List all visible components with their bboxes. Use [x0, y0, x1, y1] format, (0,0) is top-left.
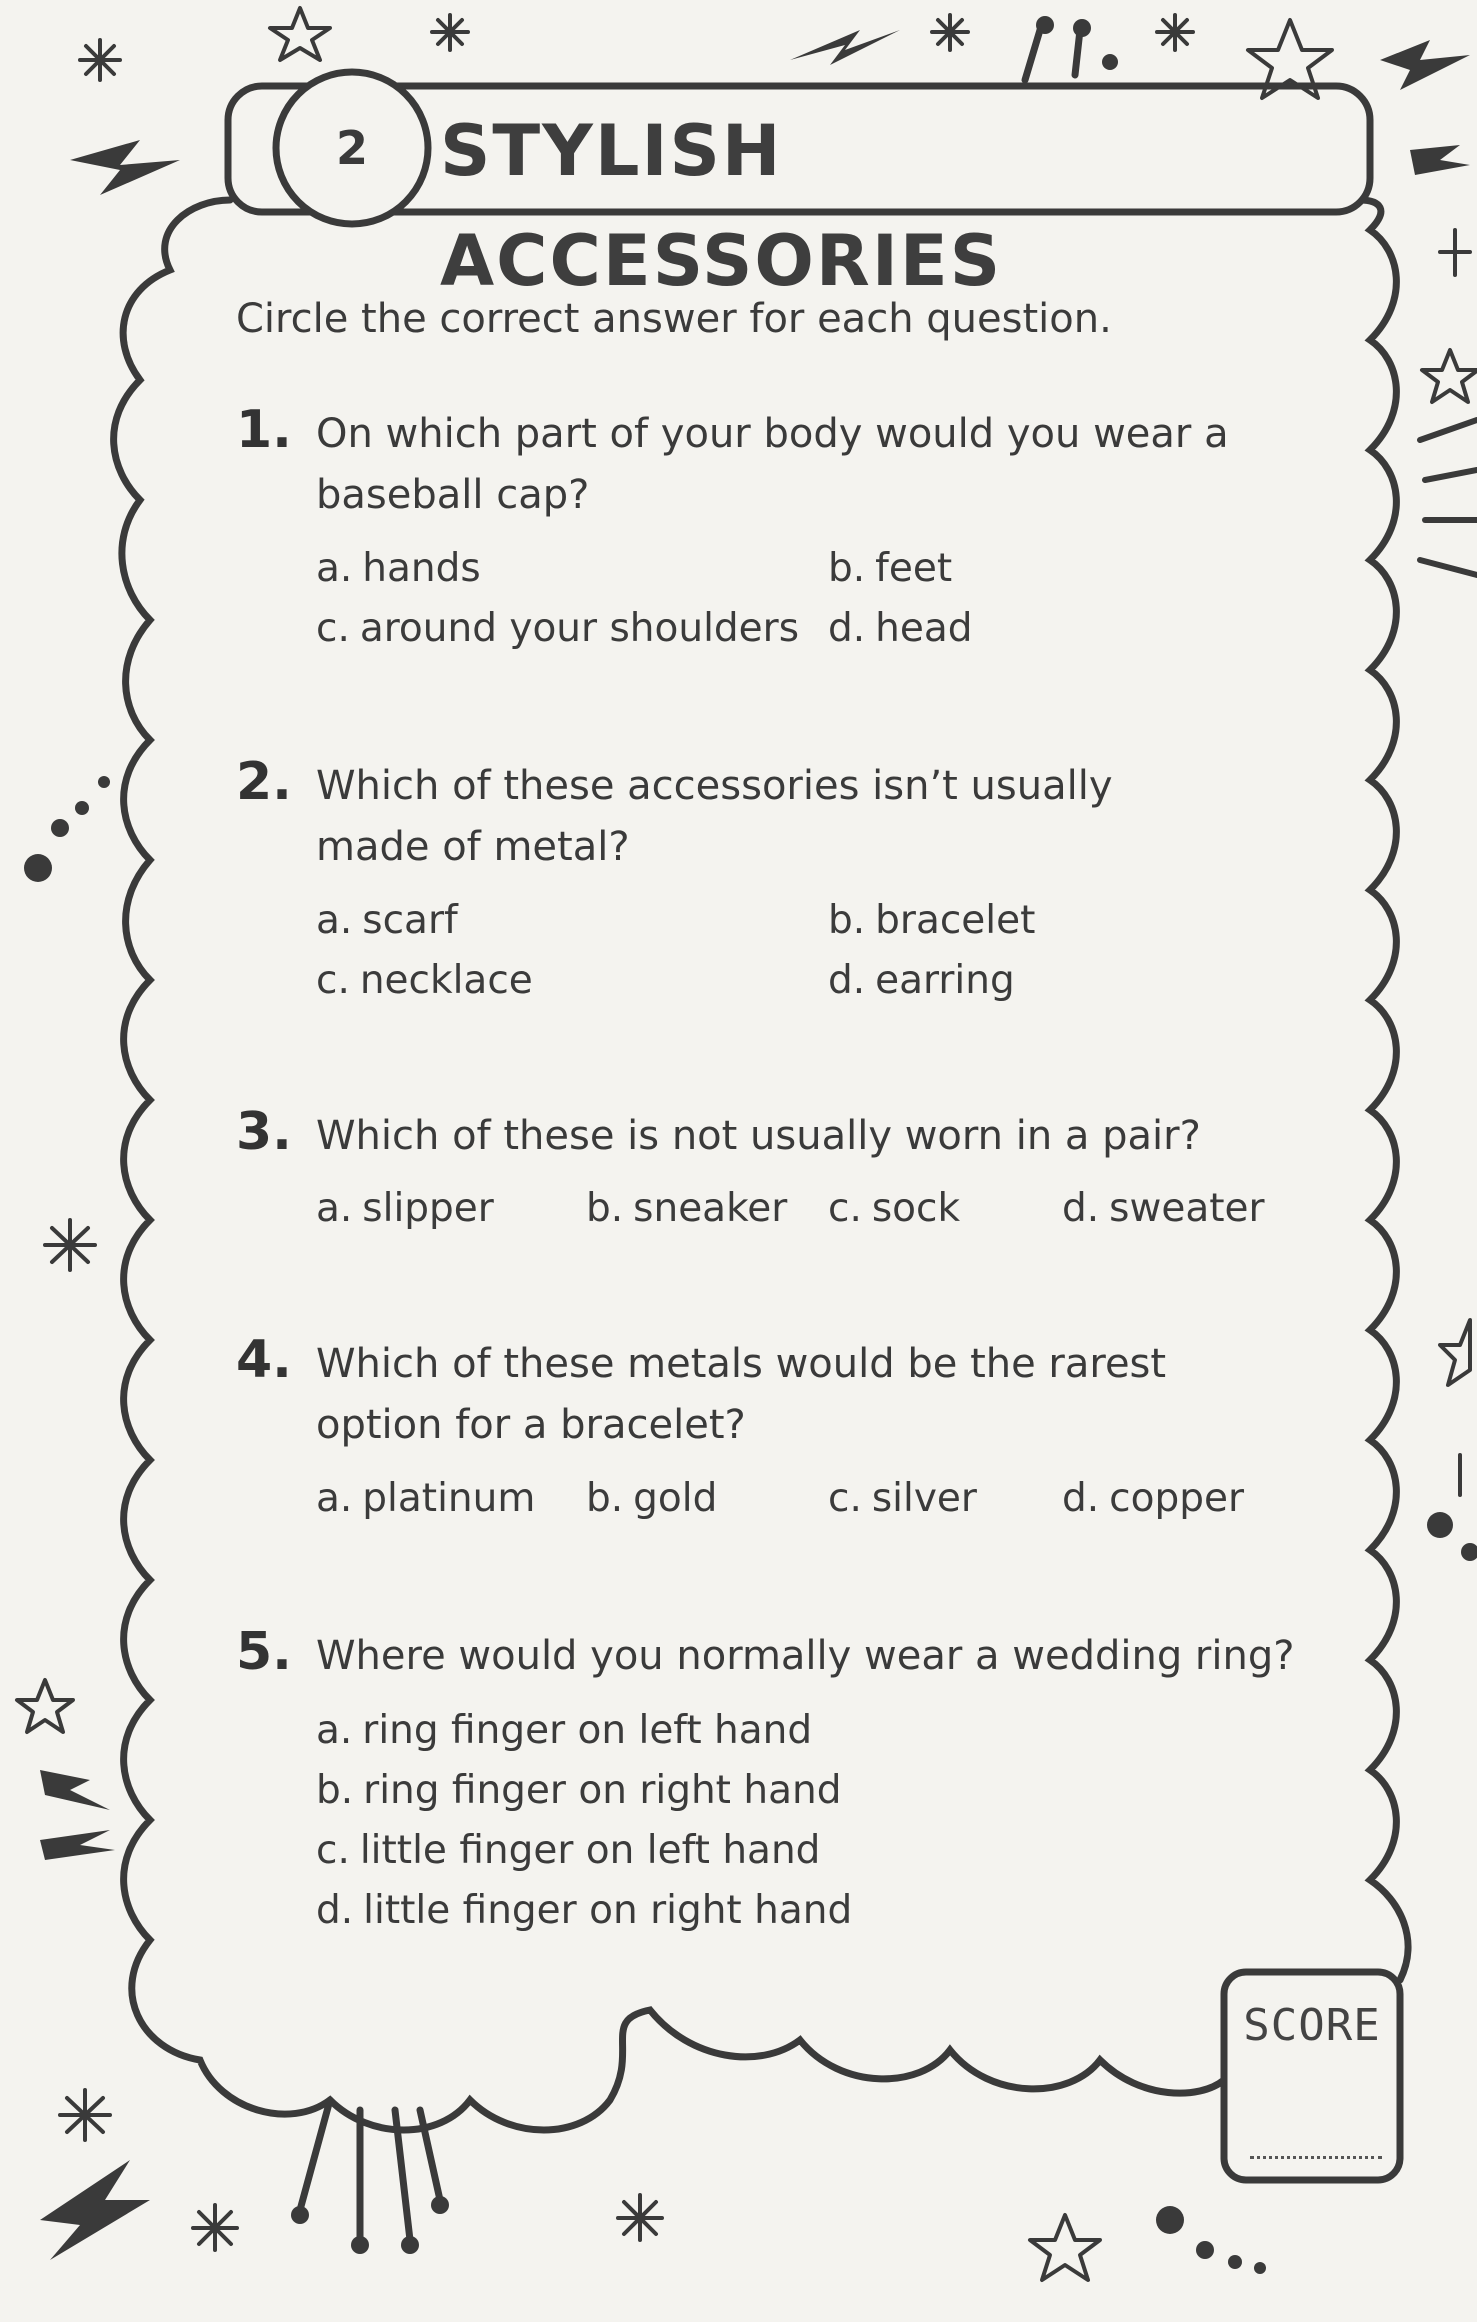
option-text: platinum	[362, 1476, 536, 1521]
option-b[interactable]	[828, 898, 1035, 943]
option-letter: d.	[1062, 1476, 1100, 1521]
option-text: necklace	[359, 958, 533, 1003]
option-letter: d.	[828, 958, 866, 1003]
option-text: silver	[871, 1476, 977, 1521]
option-text: bracelet	[875, 898, 1036, 943]
question-text: Which of these metals would be the rarest option for a bracelet?	[316, 1341, 1167, 1448]
option-letter: a.	[316, 546, 353, 591]
question-1	[236, 400, 1296, 680]
option-c[interactable]	[316, 958, 533, 1003]
option-text: scarf	[362, 898, 458, 943]
option-letter: b.	[828, 898, 866, 943]
option-text: earring	[875, 958, 1015, 1003]
option-text: gold	[633, 1476, 718, 1521]
option-text: head	[875, 606, 973, 651]
question-number: 2.	[236, 752, 292, 812]
option-letter: c.	[316, 958, 350, 1003]
option-letter: d.	[316, 1888, 354, 1933]
option-letter: a.	[316, 1476, 353, 1521]
option-text: copper	[1109, 1476, 1244, 1521]
question-text: Which of these accessories isn’t usually made of metal?	[316, 763, 1113, 870]
question-number: 3.	[236, 1102, 292, 1162]
option-a[interactable]	[316, 898, 458, 943]
option-c[interactable]	[828, 1186, 960, 1231]
question-text: Where would you normally wear a wedding ring?	[316, 1633, 1295, 1679]
option-letter: b.	[828, 546, 866, 591]
score-entry-line[interactable]	[1250, 2156, 1382, 2159]
option-d[interactable]	[1062, 1186, 1265, 1231]
option-a[interactable]	[316, 1186, 494, 1231]
option-text: ring finger on left hand	[362, 1708, 813, 1753]
option-letter: b.	[586, 1476, 624, 1521]
option-text: little finger on right hand	[363, 1888, 853, 1933]
option-text: feet	[875, 546, 953, 591]
option-c[interactable]	[828, 1476, 977, 1521]
option-a[interactable]	[316, 1708, 812, 1753]
question-2	[236, 752, 1296, 1032]
option-letter: a.	[316, 1708, 353, 1753]
option-b[interactable]	[828, 546, 952, 591]
option-d[interactable]	[828, 958, 1015, 1003]
option-letter: c.	[828, 1186, 862, 1231]
option-text: slipper	[362, 1186, 494, 1231]
question-5	[236, 1622, 1296, 1952]
option-d[interactable]	[316, 1888, 852, 1933]
option-c[interactable]	[316, 606, 799, 651]
activity-number-badge: 2	[335, 121, 368, 175]
option-letter: c.	[828, 1476, 862, 1521]
option-b[interactable]	[316, 1768, 841, 1813]
option-b[interactable]	[586, 1476, 717, 1521]
question-number: 5.	[236, 1622, 292, 1682]
question-text: Which of these is not usually worn in a pair?	[316, 1113, 1201, 1159]
option-letter: c.	[316, 1828, 350, 1873]
option-a[interactable]	[316, 546, 481, 591]
option-letter: c.	[316, 606, 350, 651]
option-text: sweater	[1109, 1186, 1265, 1231]
option-text: ring finger on right hand	[363, 1768, 842, 1813]
question-text: On which part of your body would you wear a baseball cap?	[316, 411, 1229, 518]
option-letter: a.	[316, 1186, 353, 1231]
option-text: around your shoulders	[359, 606, 800, 651]
option-text: sneaker	[633, 1186, 788, 1231]
option-text: little finger on left hand	[359, 1828, 821, 1873]
option-text: sock	[871, 1186, 961, 1231]
option-letter: a.	[316, 898, 353, 943]
question-4	[236, 1330, 1296, 1550]
option-d[interactable]	[828, 606, 973, 651]
option-a[interactable]	[316, 1476, 535, 1521]
option-b[interactable]	[586, 1186, 787, 1231]
question-number: 1.	[236, 400, 292, 460]
option-letter: d.	[1062, 1186, 1100, 1231]
question-number: 4.	[236, 1330, 292, 1390]
right-ray-doodles	[1420, 420, 1477, 575]
option-text: hands	[362, 546, 481, 591]
question-3	[236, 1102, 1296, 1262]
instruction-text: Circle the correct answer for each question.	[236, 296, 1112, 342]
option-c[interactable]	[316, 1828, 820, 1873]
score-label: SCORE	[1243, 2000, 1381, 2051]
option-d[interactable]	[1062, 1476, 1244, 1521]
option-letter: b.	[316, 1768, 354, 1813]
option-letter: d.	[828, 606, 866, 651]
page-title: STYLISH ACCESSORIES	[440, 110, 1003, 302]
option-letter: b.	[586, 1186, 624, 1231]
